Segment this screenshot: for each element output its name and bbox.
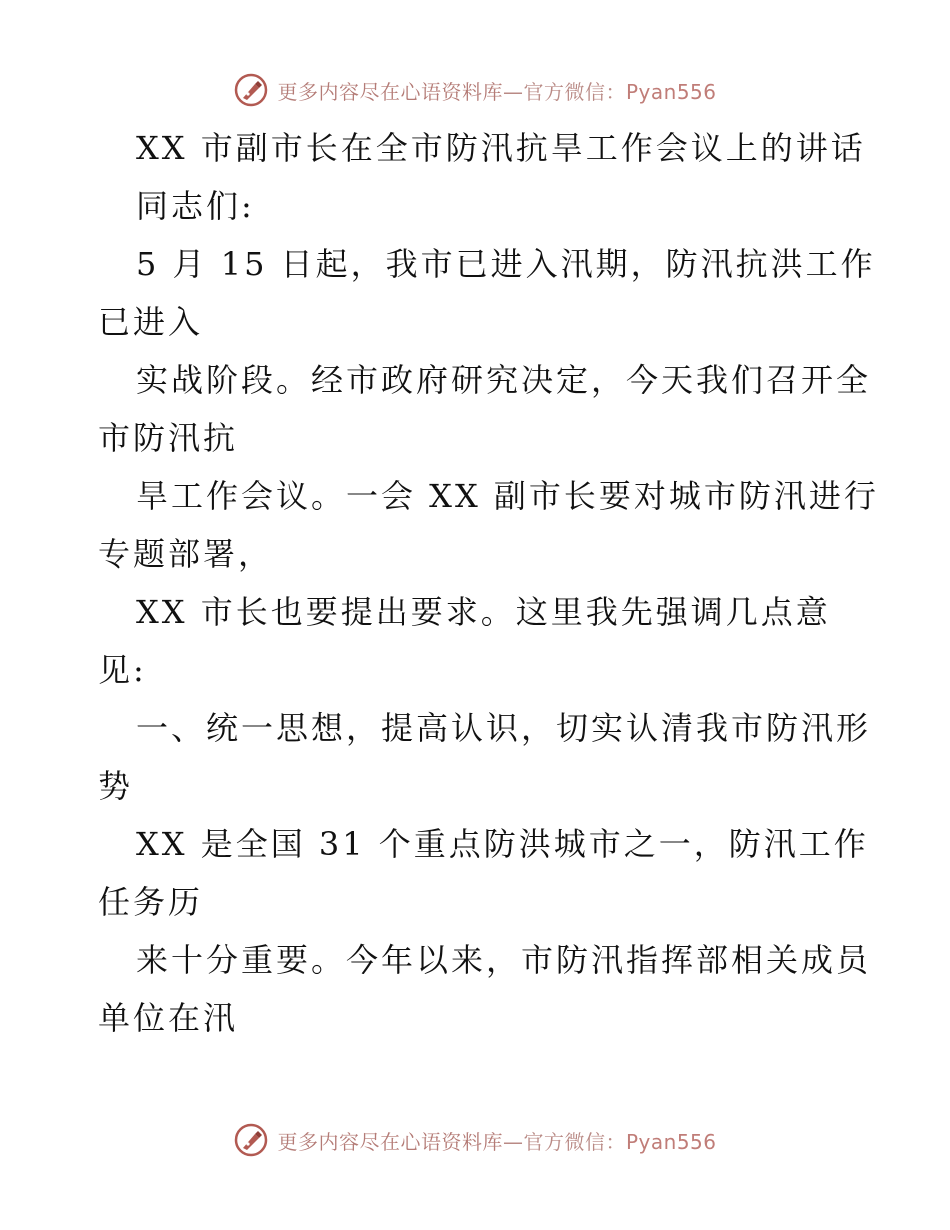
document-title: XX 市副市长在全市防汛抗旱工作会议上的讲话 xyxy=(136,129,866,167)
watermark-handle: Pyan556 xyxy=(625,1129,717,1154)
watermark-separator: — xyxy=(502,1129,524,1154)
document-line: 见: xyxy=(98,651,147,689)
watermark-separator: — xyxy=(502,79,524,104)
header-watermark xyxy=(0,70,950,110)
document-line: XX 市长也要提出要求。这里我先强调几点意 xyxy=(136,593,831,631)
document-line: 市防汛抗 xyxy=(98,419,239,457)
document-line: 单位在汛 xyxy=(98,999,239,1037)
pen-nib-logo-icon xyxy=(233,1122,269,1158)
document-line: 已进入 xyxy=(98,303,204,341)
footer-watermark xyxy=(0,1120,950,1160)
document-line: 实战阶段。经市政府研究决定，今天我们召开全 xyxy=(136,361,872,399)
watermark-sub-text: 官方微信： xyxy=(523,1129,626,1154)
watermark-handle: Pyan556 xyxy=(625,79,717,104)
document-line: 5 月 15 日起，我市已进入汛期，防汛抗洪工作 xyxy=(136,245,876,283)
document-line: 来十分重要。今年以来，市防汛指挥部相关成员 xyxy=(136,941,872,979)
document-salutation: 同志们: xyxy=(136,187,255,225)
watermark-main-text: 更多内容尽在心语资料库 xyxy=(277,1129,503,1154)
watermark-sub-text: 官方微信： xyxy=(523,79,626,104)
document-line: 任务历 xyxy=(98,883,204,921)
document-line: 旱工作会议。一会 XX 副市长要对城市防汛进行 xyxy=(136,477,879,515)
document-line: 一、统一思想，提高认识，切实认清我市防汛形 xyxy=(136,709,872,747)
watermark-main-text: 更多内容尽在心语资料库 xyxy=(277,79,503,104)
document-line: 专题部署， xyxy=(98,535,274,573)
document-line: 势 xyxy=(98,767,134,805)
pen-nib-logo-icon xyxy=(233,72,269,108)
watermark-text xyxy=(277,76,716,105)
document-line: XX 是全国 31 个重点防洪城市之一，防汛工作 xyxy=(136,825,869,863)
watermark-text xyxy=(277,1126,716,1155)
